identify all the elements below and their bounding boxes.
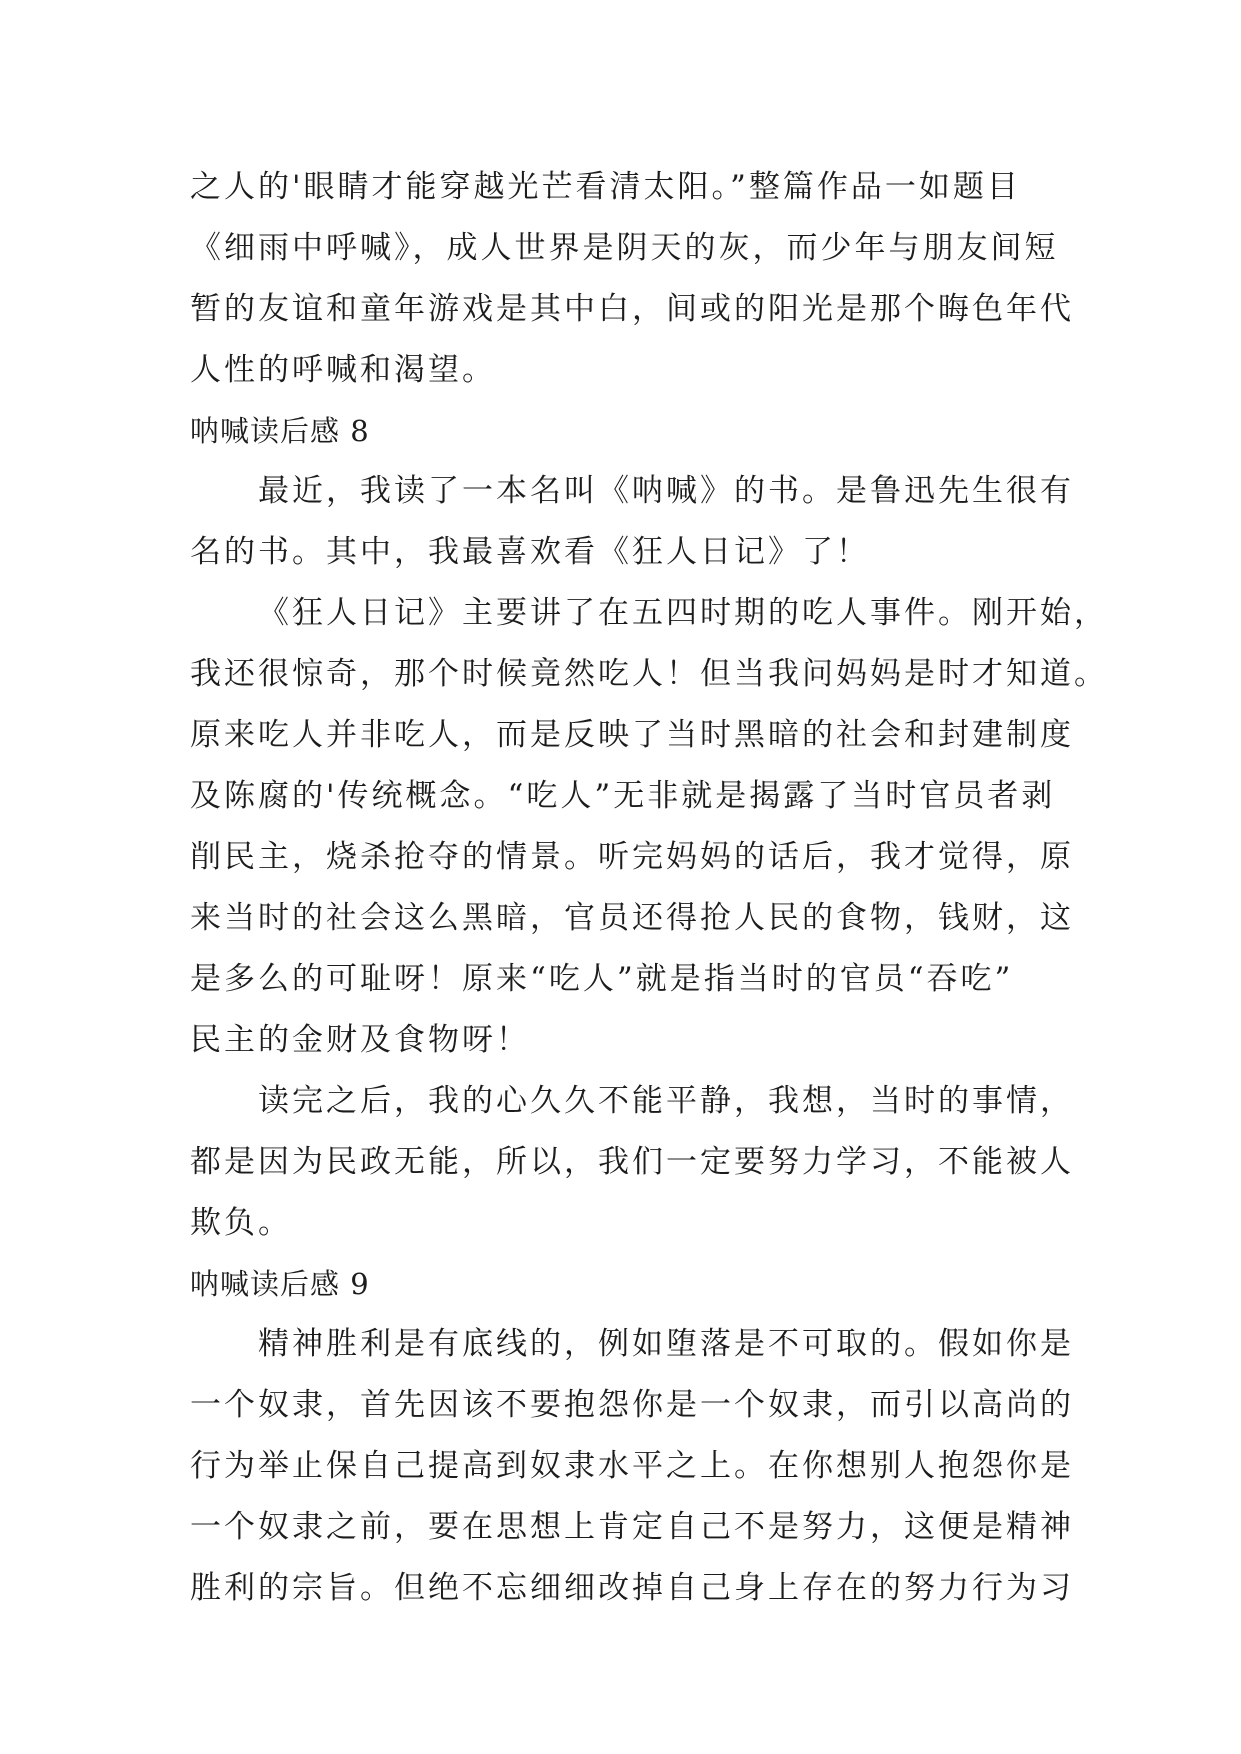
text-line: 最近，我读了一本名叫《呐喊》的书。是鲁迅先生很有 (258, 473, 1074, 509)
text-line: 一个奴隶，首先因该不要抱怨你是一个奴隶，而引以高尚的 (190, 1387, 1074, 1423)
text-line: 名的书。其中，我最喜欢看《狂人日记》了！ (190, 534, 870, 570)
paragraph (190, 1071, 1074, 1254)
text-line: 读完之后，我的心久久不能平静，我想，当时的事情， (258, 1083, 1074, 1119)
paragraph (190, 461, 1074, 583)
text-line: 《狂人日记》主要讲了在五四时期的吃人事件。刚开始， (258, 595, 1108, 631)
section-heading: 呐喊读后感 9 (190, 1267, 370, 1301)
text-line: 之人的'眼睛才能穿越光芒看清太阳。”整篇作品一如题目 (190, 169, 1021, 205)
document-body (190, 157, 1108, 1619)
section-heading: 呐喊读后感 8 (190, 414, 370, 448)
continued-paragraph (190, 157, 1074, 401)
text-line: 暂的友谊和童年游戏是其中白，间或的阳光是那个晦色年代 (190, 291, 1074, 327)
text-line: 原来吃人并非吃人，而是反映了当时黑暗的社会和封建制度 (190, 717, 1074, 753)
text-line: 我还很惊奇，那个时候竟然吃人！但当我问妈妈是时才知道。 (190, 656, 1108, 692)
paragraph (190, 1314, 1074, 1619)
text-line: 是多么的可耻呀！原来“吃人”就是指当时的官员“吞吃” (190, 961, 1014, 997)
text-line: 胜利的宗旨。但绝不忘细细改掉自己身上存在的努力行为习 (190, 1570, 1074, 1606)
text-line: 削民主，烧杀抢夺的情景。听完妈妈的话后，我才觉得，原 (190, 839, 1074, 875)
text-line: 人性的呼喊和渴望。 (190, 352, 496, 388)
text-line: 《细雨中呼喊》，成人世界是阴天的灰，而少年与朋友间短 (190, 230, 1059, 266)
text-line: 都是因为民政无能，所以，我们一定要努力学习，不能被人 (190, 1144, 1074, 1180)
text-line: 精神胜利是有底线的，例如堕落是不可取的。假如你是 (258, 1326, 1074, 1362)
text-line: 来当时的社会这么黑暗，官员还得抢人民的食物，钱财，这 (190, 900, 1074, 936)
text-line: 欺负。 (190, 1205, 292, 1241)
text-line: 及陈腐的'传统概念。“吃人”无非就是揭露了当时官员者剥 (190, 778, 1056, 814)
text-line: 民主的金财及食物呀！ (190, 1022, 530, 1058)
paragraph (190, 583, 1108, 1071)
text-line: 行为举止保自己提高到奴隶水平之上。在你想别人抱怨你是 (190, 1448, 1074, 1484)
text-line: 一个奴隶之前，要在思想上肯定自己不是努力，这便是精神 (190, 1509, 1074, 1545)
